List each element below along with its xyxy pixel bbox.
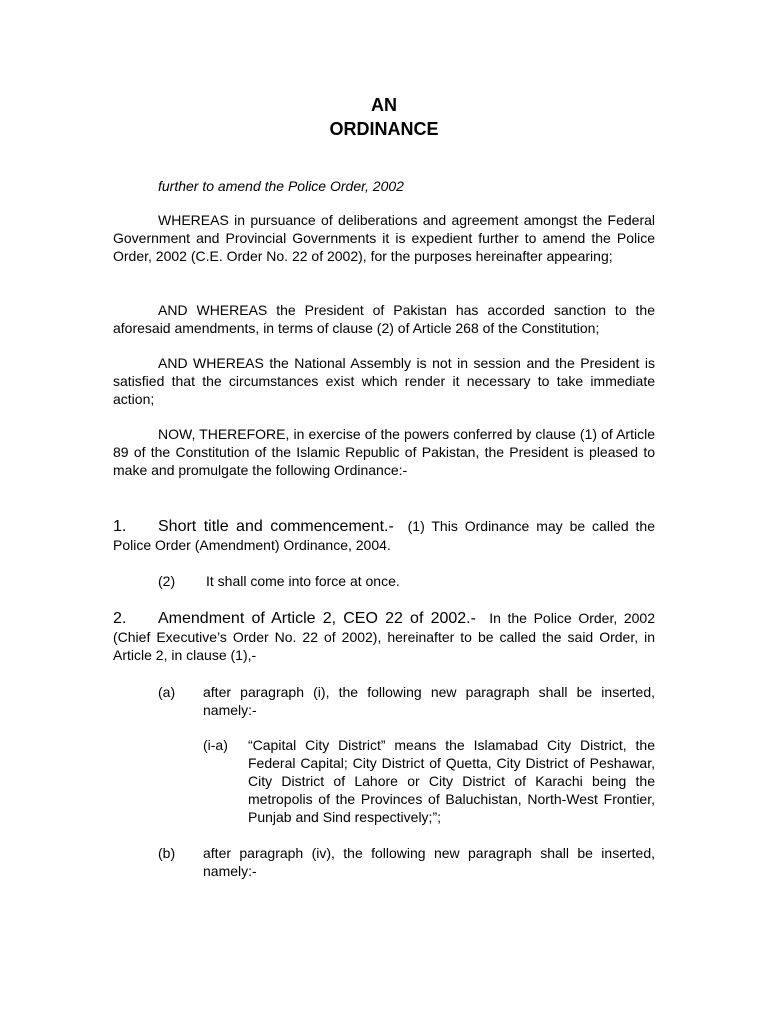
preamble-whereas-2: AND WHEREAS the President of Pakistan has accorded sanction to the aforesaid amendments, in terms of clause (2) of Article 268 of the Constitution; <box>113 302 655 336</box>
insert-text: “Capital City District” means the Islamabad City District, the Federal Capital; City District of Quetta, City District of Peshawar, City District of Lahore or City District of Karachi being the metropolis of the Provinces of Baluchistan, North-West Frontier, Punjab and Sind respectively;”; <box>248 737 655 825</box>
section-2-text: In the Police Order, 2002 (Chief Executive’s Order No. 22 of 2002), hereinafter to be called the said Order, in Article 2, in clause (1),- <box>113 610 656 663</box>
section-2-item-b <box>158 844 655 880</box>
preamble-whereas-3: AND WHEREAS the National Assembly is not in session and the President is satisfied that the circumstances exist which render it necessary to take immediate action; <box>113 355 655 407</box>
subtitle: further to amend the Police Order, 2002 <box>158 178 404 194</box>
section-1 <box>113 517 655 554</box>
section-1-text: (1) This Ordinance may be called the Police Order (Amendment) Ordinance, 2004. <box>113 518 655 553</box>
insert-label: (i-a) <box>203 737 228 753</box>
section-2-item-a <box>158 683 655 719</box>
item-label: (a) <box>158 684 176 700</box>
section-2-heading: Amendment of Article 2, CEO 22 of 2002.- <box>158 610 476 627</box>
preamble-whereas-1: WHEREAS in pursuance of deliberations and agreement amongst the Federal Government and Provincial Governments it is expedient further to amend the Police Order, 2002 (C.E. Order No. 22 of 2002), for the purposes hereinafter appearing; <box>113 212 655 264</box>
section-1-heading: Short title and commencement.- <box>158 518 394 535</box>
section-1-subclause-2 <box>158 572 655 590</box>
item-text: after paragraph (iv), the following new paragraph shall be inserted, namely:- <box>203 845 655 879</box>
item-text: after paragraph (i), the following new paragraph shall be inserted, namely:- <box>203 684 655 718</box>
title-line-1: AN <box>371 95 397 115</box>
section-2-number: 2. <box>113 610 127 627</box>
section-1-number: 1. <box>113 518 127 535</box>
subclause-label: (2) <box>158 573 176 589</box>
section-2-inserted-paragraph <box>203 736 655 826</box>
subclause-text: It shall come into force at once. <box>206 573 400 589</box>
preamble-therefore: NOW, THEREFORE, in exercise of the powers conferred by clause (1) of Article 89 of the Constitution of the Islamic Republic of Pakistan, the President is pleased to make and promulgate the following Ordinance:- <box>113 426 655 478</box>
title-line-2: ORDINANCE <box>329 119 439 139</box>
item-label: (b) <box>158 845 176 861</box>
section-2 <box>113 609 655 664</box>
